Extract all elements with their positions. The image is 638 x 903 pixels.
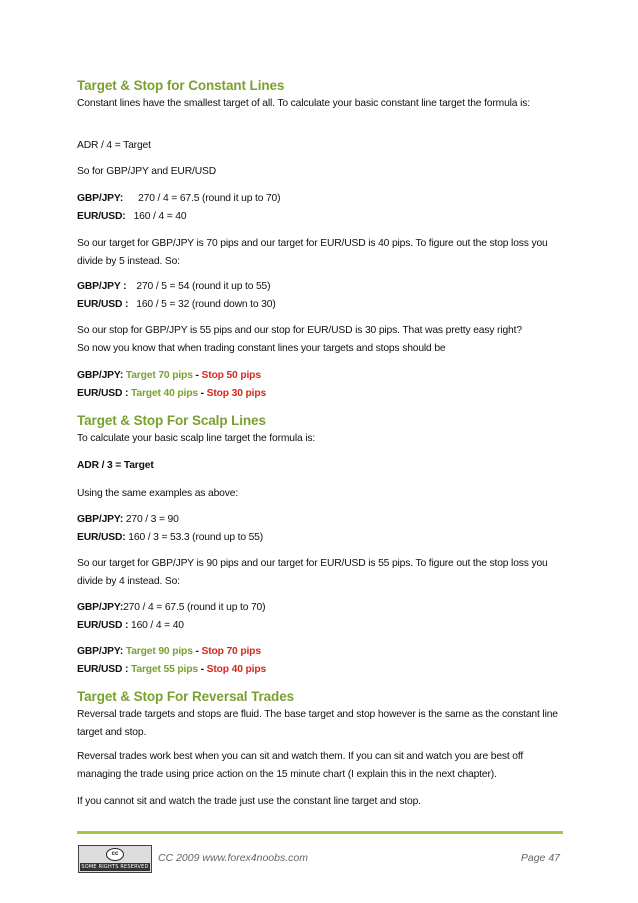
scalp-formula-text: ADR / 3 = Target — [77, 460, 154, 471]
section-heading-scalp-lines: Target & Stop For Scalp Lines — [77, 413, 266, 428]
pair-label: EUR/USD : — [77, 388, 129, 399]
constant-summary-eurusd — [77, 385, 266, 403]
scalp-target-calc-gbpjpy — [77, 511, 179, 529]
pair-label: GBP/JPY: — [77, 193, 124, 204]
pair-label: EUR/USD : — [77, 299, 129, 310]
target-value: Target 90 pips — [125, 646, 193, 657]
cc-logo-icon: cc — [106, 848, 124, 861]
pair-label: GBP/JPY : — [77, 281, 127, 292]
footer-rule — [77, 831, 563, 834]
scalp-formula — [77, 457, 154, 475]
constant-target-calc-gbpjpy — [77, 190, 280, 208]
section-heading-reversal-trades: Target & Stop For Reversal Trades — [77, 689, 295, 704]
separator: - — [192, 646, 202, 657]
calc-value: 160 / 4 = 40 — [133, 211, 187, 222]
stop-value: Stop 70 pips — [201, 646, 261, 657]
stop-value: Stop 40 pips — [206, 664, 267, 675]
stop-value: Stop 50 pips — [201, 370, 261, 381]
calc-value: 160 / 5 = 32 (round down to 30) — [136, 299, 276, 310]
calc-value: 160 / 3 = 53.3 (round up to 55) — [125, 532, 264, 543]
pair-label: EUR/USD : — [77, 620, 129, 631]
page-number: Page 47 — [520, 852, 560, 864]
constant-target-calc-eurusd — [77, 208, 186, 226]
reversal-paragraph-2: Reversal trades work best when you can sit and watch them. If you can sit and watch you are best off managing the trade using price action on the 15 minute chart (I explain this in the next chapter). — [77, 751, 524, 780]
scalp-target-calc-eurusd — [77, 529, 263, 547]
pair-label: EUR/USD: — [77, 211, 126, 222]
separator: - — [197, 388, 207, 399]
reversal-paragraph-3: If you cannot sit and watch the trade just use the constant line target and stop. — [77, 796, 421, 807]
pair-label: GBP/JPY: — [77, 602, 124, 613]
constant-pairs-line: So for GBP/JPY and EUR/USD — [77, 166, 216, 177]
pair-label: EUR/USD : — [77, 664, 129, 675]
creative-commons-badge — [78, 845, 152, 873]
target-value: Target 40 pips — [131, 388, 198, 399]
pair-label: GBP/JPY: — [77, 370, 124, 381]
target-value: Target 70 pips — [125, 370, 193, 381]
constant-stop-paragraph: So our target for GBP/JPY is 70 pips and our target for EUR/USD is 40 pips. To figure out the stop loss you divide by 5 instead. So: — [77, 238, 548, 267]
section-heading-constant-lines: Target & Stop for Constant Lines — [77, 78, 285, 93]
scalp-stop-calc-eurusd — [77, 617, 184, 635]
pair-label: GBP/JPY: — [77, 514, 124, 525]
stop-value: Stop 30 pips — [206, 388, 267, 399]
scalp-summary-eurusd — [77, 661, 266, 679]
constant-summary-gbpjpy — [77, 367, 261, 385]
cc-badge-text: SOME RIGHTS RESERVED — [81, 863, 149, 870]
calc-value: 270 / 4 = 67.5 (round it up to 70) — [138, 193, 281, 204]
constant-intro-paragraph: Constant lines have the smallest target of all. To calculate your basic constant line target the formula is: — [77, 98, 530, 109]
scalp-same-examples: Using the same examples as above: — [77, 488, 239, 499]
pair-label: GBP/JPY: — [77, 646, 124, 657]
constant-result-line2: So now you know that when trading constant lines your targets and stops should be — [77, 343, 446, 354]
constant-stop-calc-eurusd — [77, 296, 276, 314]
footer-copyright: CC 2009 www.forex4noobs.com — [158, 852, 308, 864]
scalp-summary-gbpjpy — [77, 643, 261, 661]
target-value: Target 55 pips — [131, 664, 198, 675]
scalp-stop-paragraph: So our target for GBP/JPY is 90 pips and our target for EUR/USD is 55 pips. To figure out the stop loss you divide by 4 instead. So: — [77, 558, 548, 587]
reversal-paragraph-1: Reversal trade targets and stops are fluid. The base target and stop however is the same as the constant line target and stop. — [77, 709, 558, 738]
constant-result-line1: So our stop for GBP/JPY is 55 pips and our stop for EUR/USD is 30 pips. That was pretty easy right? — [77, 325, 522, 336]
calc-value: 270 / 4 = 67.5 (round it up to 70) — [123, 602, 266, 613]
calc-value: 270 / 3 = 90 — [123, 514, 179, 525]
pair-label: EUR/USD: — [77, 532, 126, 543]
separator: - — [192, 370, 202, 381]
scalp-intro: To calculate your basic scalp line target the formula is: — [77, 433, 316, 444]
calc-value: 270 / 5 = 54 (round it up to 55) — [136, 281, 271, 292]
scalp-stop-calc-gbpjpy — [77, 599, 265, 617]
calc-value: 160 / 4 = 40 — [128, 620, 184, 631]
constant-formula: ADR / 4 = Target — [77, 140, 151, 151]
separator: - — [197, 664, 207, 675]
constant-stop-calc-gbpjpy — [77, 278, 270, 296]
